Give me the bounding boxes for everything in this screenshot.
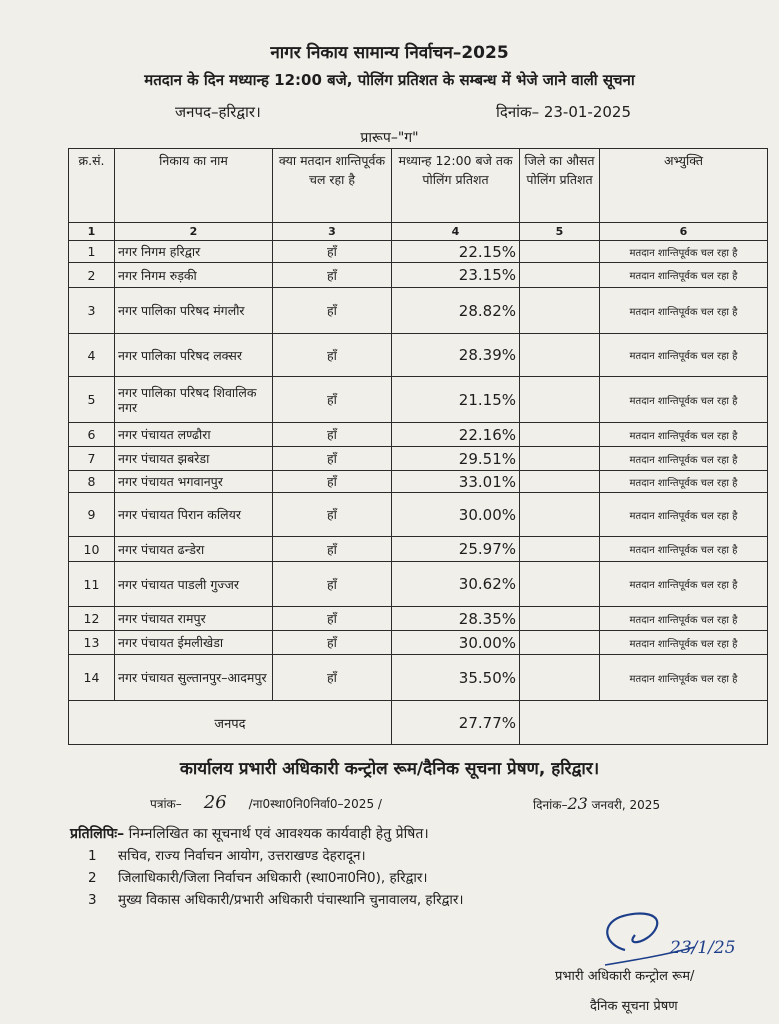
total-percent: 27.77%	[392, 701, 520, 745]
column-number-row	[69, 223, 768, 241]
row-district-average	[520, 562, 600, 607]
row-remark: मतदान शान्तिपूर्वक चल रहा है	[600, 562, 768, 607]
table-row	[69, 607, 768, 631]
row-sn: 11	[69, 562, 115, 607]
row-body-name: नगर निगम रुड़की	[115, 263, 273, 288]
letter-ref: /ना0स्था0नि0निर्वा0–2025 /	[248, 797, 382, 811]
district-label: जनपद–हरिद्वार।	[175, 103, 261, 121]
row-percent: 30.00%	[392, 493, 520, 537]
row-peaceful: हाँ	[273, 562, 392, 607]
column-number: 6	[600, 223, 768, 241]
row-sn: 6	[69, 423, 115, 447]
copy-item-text: मुख्य विकास अधिकारी/प्रभारी अधिकारी पंचास्थानि चुनावालय, हरिद्वार।	[118, 892, 464, 908]
column-number: 2	[115, 223, 273, 241]
copy-to-line	[70, 824, 429, 843]
format-label: प्रारूप–"ग"	[360, 130, 419, 146]
copy-item-number: 2	[88, 870, 97, 886]
row-percent: 28.82%	[392, 288, 520, 334]
row-percent: 29.51%	[392, 447, 520, 471]
column-number: 1	[69, 223, 115, 241]
column-number: 5	[520, 223, 600, 241]
row-body-name: नगर पंचायत सुल्तानपुर–आदमपुर	[115, 655, 273, 701]
row-remark: मतदान शान्तिपूर्वक चल रहा है	[600, 447, 768, 471]
row-body-name: नगर निगम हरिद्वार	[115, 241, 273, 263]
copy-item-text: जिलाधिकारी/जिला निर्वाचन अधिकारी (स्था0ना0नि0), हरिद्वार।	[118, 870, 428, 886]
row-district-average	[520, 423, 600, 447]
row-body-name: नगर पंचायत झबरेडा	[115, 447, 273, 471]
row-district-average	[520, 377, 600, 423]
table-row	[69, 241, 768, 263]
letter-number: 26	[203, 792, 227, 813]
column-number: 4	[392, 223, 520, 241]
copy-label: प्रतिलिपिः–	[70, 826, 125, 842]
row-percent: 30.00%	[392, 631, 520, 655]
table-row	[69, 263, 768, 288]
row-remark: मतदान शान्तिपूर्वक चल रहा है	[600, 377, 768, 423]
row-remark: मतदान शान्तिपूर्वक चल रहा है	[600, 288, 768, 334]
signatory-line-2: दैनिक सूचना प्रेषण	[590, 999, 678, 1014]
table-header-row	[69, 149, 768, 223]
row-district-average	[520, 493, 600, 537]
row-percent: 22.16%	[392, 423, 520, 447]
row-district-average	[520, 288, 600, 334]
row-district-average	[520, 334, 600, 377]
row-district-average	[520, 263, 600, 288]
row-peaceful: हाँ	[273, 423, 392, 447]
letter-date-day: 23	[567, 794, 588, 813]
document-subtitle: मतदान के दिन मध्यान्ह 12:00 बजे, पोलिंग प्रतिशत के सम्बन्ध में भेजे जाने वाली सूचना	[144, 71, 635, 89]
row-remark: मतदान शान्तिपूर्वक चल रहा है	[600, 607, 768, 631]
letter-date-prefix: दिनांक–	[533, 798, 568, 812]
row-percent: 21.15%	[392, 377, 520, 423]
row-body-name: नगर पालिका परिषद मंगलौर	[115, 288, 273, 334]
table-row	[69, 288, 768, 334]
row-body-name: नगर पालिका परिषद लक्सर	[115, 334, 273, 377]
row-percent: 28.39%	[392, 334, 520, 377]
polling-table	[68, 148, 768, 745]
copy-item	[88, 846, 366, 864]
copy-text: निम्नलिखित का सूचनार्थ एवं आवश्यक कार्यवाही हेतु प्रेषित।	[128, 826, 429, 842]
letter-prefix: पत्रांक–	[150, 797, 182, 811]
table-total-row	[69, 701, 768, 745]
row-district-average	[520, 447, 600, 471]
row-district-average	[520, 241, 600, 263]
row-sn: 3	[69, 288, 115, 334]
row-sn: 12	[69, 607, 115, 631]
row-sn: 9	[69, 493, 115, 537]
row-sn: 13	[69, 631, 115, 655]
signatory-line-1: प्रभारी अधिकारी कन्ट्रोल रूम/	[555, 969, 695, 984]
copy-item-number: 1	[88, 848, 97, 864]
row-remark: मतदान शान्तिपूर्वक चल रहा है	[600, 655, 768, 701]
row-remark: मतदान शान्तिपूर्वक चल रहा है	[600, 334, 768, 377]
row-peaceful: हाँ	[273, 493, 392, 537]
table-row	[69, 334, 768, 377]
row-body-name: नगर पंचायत लण्ढौरा	[115, 423, 273, 447]
row-percent: 35.50%	[392, 655, 520, 701]
row-sn: 7	[69, 447, 115, 471]
header-district-average: जिले का औसत पोलिंग प्रतिशत	[520, 149, 600, 223]
row-percent: 22.15%	[392, 241, 520, 263]
row-sn: 2	[69, 263, 115, 288]
letter-date	[533, 794, 660, 813]
row-body-name: नगर पंचायत ढन्डेरा	[115, 537, 273, 562]
total-label: जनपद	[69, 701, 392, 745]
row-district-average	[520, 537, 600, 562]
row-body-name: नगर पंचायत पाडली गुज्जर	[115, 562, 273, 607]
row-percent: 25.97%	[392, 537, 520, 562]
row-percent: 30.62%	[392, 562, 520, 607]
row-body-name: नगर पंचायत पिरान कलियर	[115, 493, 273, 537]
table-row	[69, 471, 768, 493]
row-peaceful: हाँ	[273, 241, 392, 263]
header-peaceful: क्या मतदान शान्तिपूर्वक चल रहा है	[273, 149, 392, 223]
row-remark: मतदान शान्तिपूर्वक चल रहा है	[600, 471, 768, 493]
table-row	[69, 537, 768, 562]
header-remarks: अभ्युक्ति	[600, 149, 768, 223]
row-percent: 33.01%	[392, 471, 520, 493]
row-sn: 14	[69, 655, 115, 701]
row-peaceful: हाँ	[273, 631, 392, 655]
office-heading: कार्यालय प्रभारी अधिकारी कन्ट्रोल रूम/दैनिक सूचना प्रेषण, हरिद्वार।	[179, 759, 600, 779]
row-peaceful: हाँ	[273, 447, 392, 471]
copy-item	[88, 868, 428, 886]
row-sn: 1	[69, 241, 115, 263]
letter-date-rest: जनवरी, 2025	[591, 798, 661, 812]
table-row	[69, 493, 768, 537]
copy-item-number: 3	[88, 892, 97, 908]
row-sn: 4	[69, 334, 115, 377]
row-peaceful: हाँ	[273, 263, 392, 288]
row-district-average	[520, 471, 600, 493]
row-peaceful: हाँ	[273, 471, 392, 493]
report-date: दिनांक– 23-01-2025	[496, 103, 632, 121]
row-remark: मतदान शान्तिपूर्वक चल रहा है	[600, 631, 768, 655]
row-district-average	[520, 607, 600, 631]
row-percent: 28.35%	[392, 607, 520, 631]
table-row	[69, 655, 768, 701]
row-body-name: नगर पंचायत ईमलीखेडा	[115, 631, 273, 655]
header-percent: मध्यान्ह 12:00 बजे तक पोलिंग प्रतिशत	[392, 149, 520, 223]
row-peaceful: हाँ	[273, 655, 392, 701]
table-row	[69, 562, 768, 607]
row-remark: मतदान शान्तिपूर्वक चल रहा है	[600, 493, 768, 537]
row-percent: 23.15%	[392, 263, 520, 288]
row-remark: मतदान शान्तिपूर्वक चल रहा है	[600, 263, 768, 288]
row-remark: मतदान शान्तिपूर्वक चल रहा है	[600, 241, 768, 263]
row-peaceful: हाँ	[273, 288, 392, 334]
table-row	[69, 447, 768, 471]
signature-mark	[595, 905, 775, 975]
row-peaceful: हाँ	[273, 537, 392, 562]
row-sn: 5	[69, 377, 115, 423]
row-body-name: नगर पंचायत भगवानपुर	[115, 471, 273, 493]
row-sn: 8	[69, 471, 115, 493]
row-remark: मतदान शान्तिपूर्वक चल रहा है	[600, 537, 768, 562]
document-title: नागर निकाय सामान्य निर्वाचन–2025	[270, 43, 509, 63]
table-row	[69, 377, 768, 423]
letter-reference	[150, 792, 382, 813]
header-sn: क्र.सं.	[69, 149, 115, 223]
total-blank	[520, 701, 768, 745]
row-remark: मतदान शान्तिपूर्वक चल रहा है	[600, 423, 768, 447]
row-peaceful: हाँ	[273, 377, 392, 423]
copy-item	[88, 890, 464, 908]
row-body-name: नगर पंचायत रामपुर	[115, 607, 273, 631]
row-sn: 10	[69, 537, 115, 562]
copy-item-text: सचिव, राज्य निर्वाचन आयोग, उत्तराखण्ड देहरादून।	[118, 848, 366, 864]
table-row	[69, 423, 768, 447]
row-peaceful: हाँ	[273, 607, 392, 631]
row-district-average	[520, 655, 600, 701]
row-peaceful: हाँ	[273, 334, 392, 377]
table-row	[69, 631, 768, 655]
header-body-name: निकाय का नाम	[115, 149, 273, 223]
signature-date: 23/1/25	[670, 938, 736, 958]
column-number: 3	[273, 223, 392, 241]
row-body-name: नगर पालिका परिषद शिवालिक नगर	[115, 377, 273, 423]
row-district-average	[520, 631, 600, 655]
